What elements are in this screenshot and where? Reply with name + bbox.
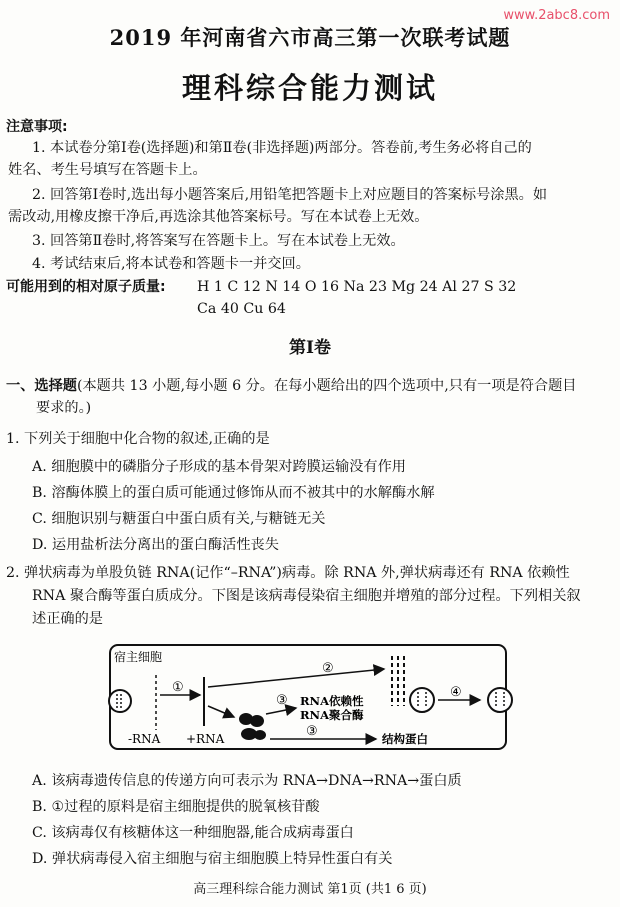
step2-label: ② (322, 661, 334, 676)
atomic-mass-label: 可能用到的相对原子质量: (6, 279, 166, 295)
q2-stem-line: RNA 聚合酶等蛋白质成分。下图是该病毒侵染宿主细胞并增殖的部分过程。下列相关叙 (32, 588, 581, 604)
structural-protein-label: 结构蛋白 (382, 732, 428, 746)
exam-title: 2019 年河南省六市高三第一次联考试题 (109, 25, 511, 50)
step3-label-lower: ③ (306, 724, 318, 739)
page-footer: 高三理科综合能力测试 第1页 (共1 6 页) (193, 882, 427, 897)
enzyme-label-2: RNA聚合酶 (300, 708, 364, 722)
note-line: 姓名、考生号填写在答题卡上。 (8, 162, 207, 178)
watermark: www.2abc8.com (503, 8, 610, 23)
note-line: 需改动,用橡皮擦干净后,再选涂其他答案标号。写在本试卷上无效。 (8, 209, 429, 225)
q2-option-c: C. 该病毒仅有核糖体这一种细胞器,能合成病毒蛋白 (32, 825, 354, 841)
q2-stem-line: 述正确的是 (32, 611, 103, 627)
virus-diagram (108, 642, 528, 754)
assembled-virus-icon (410, 688, 434, 712)
minus-rna-label: -RNA (128, 732, 161, 746)
q2-stem-line: 2. 弹状病毒为单股负链 RNA(记作“–RNA”)病毒。除 RNA 外,弹状病毒还有 RNA 依赖性 (6, 565, 570, 581)
step4-label: ④ (450, 685, 462, 700)
section-heading-line2: 要求的。) (36, 400, 92, 416)
q1-option-b: B. 溶酶体膜上的蛋白质可能通过修饰从而不被其中的水解酶水解 (32, 485, 435, 501)
section-heading (6, 375, 576, 397)
enzyme-label-1: RNA依赖性 (300, 694, 364, 708)
released-virus-icon (488, 688, 512, 712)
q2-option-a: A. 该病毒遗传信息的传递方向可表示为 RNA→DNA→RNA→蛋白质 (32, 773, 462, 789)
step3-label: ③ (276, 693, 288, 708)
q1-stem: 1. 下列关于细胞中化合物的叙述,正确的是 (6, 431, 270, 447)
section-heading-rest: (本题共 13 小题,每小题 6 分。在每小题给出的四个选项中,只有一项是符合题目 (76, 378, 577, 394)
note-line: 3. 回答第Ⅱ卷时,将答案写在答题卡上。写在本试卷上无效。 (32, 233, 405, 249)
atomic-mass-line1: H 1 C 12 N 14 O 16 Na 23 Mg 24 Al 27 S 32 (197, 279, 517, 295)
step1-label: ① (172, 680, 184, 695)
arrow-step3-enzyme (266, 708, 296, 714)
q2-option-b: B. ①过程的原料是宿主细胞提供的脱氧核苷酸 (32, 799, 320, 815)
exam-subtitle: 理科综合能力测试 (181, 71, 438, 105)
atomic-mass-line2: Ca 40 Cu 64 (197, 301, 286, 317)
q1-option-c: C. 细胞识别与糖蛋白中蛋白质有关,与糖链无关 (32, 511, 326, 527)
virus-entering-icon (109, 690, 131, 712)
note-line: 4. 考试结束后,将本试卷和答题卡一并交回。 (32, 256, 310, 272)
note-line: 2. 回答第Ⅰ卷时,选出每小题答案后,用铅笔把答题卡上对应题目的答案标号涂黑。如 (32, 187, 548, 203)
q2-option-d: D. 弹状病毒侵入宿主细胞与宿主细胞膜上特异性蛋白有关 (32, 851, 393, 867)
section-title: 第Ⅰ卷 (289, 338, 331, 358)
q1-option-a: A. 细胞膜中的磷脂分子形成的基本骨架对跨膜运输没有作用 (32, 459, 406, 475)
plus-rna-label: +RNA (186, 732, 225, 746)
note-line: 1. 本试卷分第Ⅰ卷(选择题)和第Ⅱ卷(非选择题)两部分。答卷前,考生务必将自己的 (32, 140, 532, 156)
notes-heading: 注意事项: (6, 119, 68, 135)
host-cell-label: 宿主细胞 (114, 650, 163, 664)
q1-option-d: D. 运用盐析法分离出的蛋白酶活性丧失 (32, 537, 279, 553)
section-heading-bold: 一、选择题 (6, 378, 77, 394)
arrow-step2 (208, 669, 384, 687)
